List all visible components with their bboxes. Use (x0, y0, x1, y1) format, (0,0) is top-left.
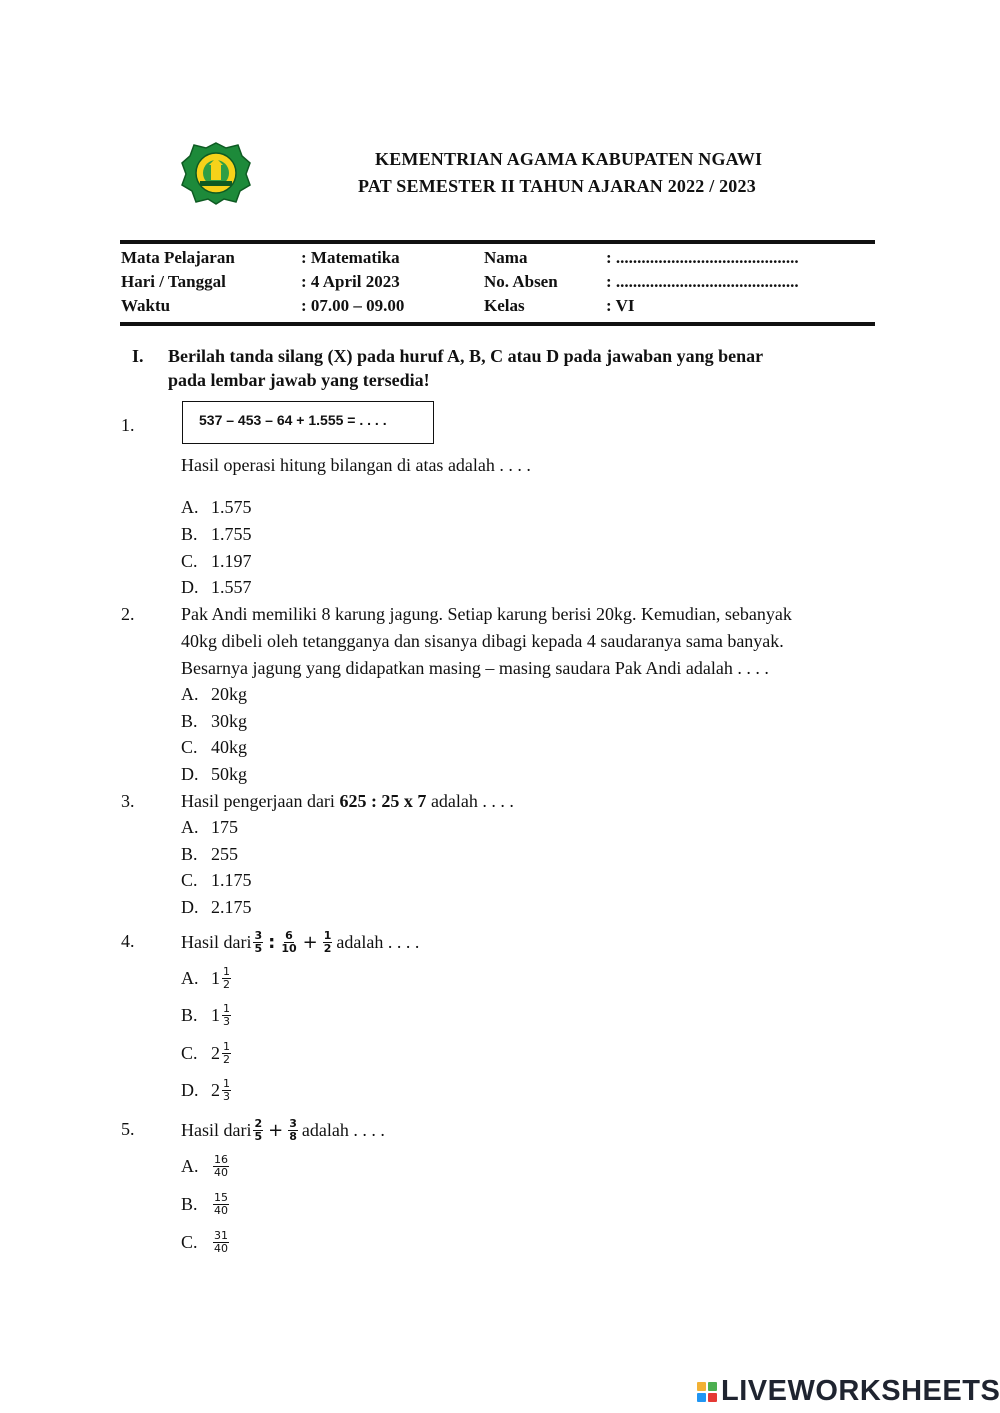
q4-number: 4. (121, 931, 135, 951)
liveworksheets-brand[interactable] (697, 1375, 1000, 1408)
q3-option-c[interactable]: C. 1.175 (181, 870, 252, 890)
name-label: Nama (484, 248, 528, 267)
q5-fraction-2: $\frac{3}{8}$ (289, 1116, 297, 1143)
q4-fraction-3: $\frac{1}{2}$ (323, 928, 332, 955)
date-label: Hari / Tanggal (121, 272, 226, 291)
q1-option-a[interactable]: A. 1.575 (181, 497, 252, 517)
q3-option-a[interactable]: A. 175 (181, 817, 238, 837)
q3-text: Hasil pengerjaan dari 625 : 25 x 7 adalah . . . . (181, 791, 514, 811)
time-value: : 07.00 – 09.00 (301, 296, 405, 315)
q5-option-c[interactable]: C. $\frac{31}{40}$ (181, 1228, 228, 1255)
q1-option-b[interactable]: B. 1.755 (181, 524, 252, 544)
section-instruction-1: Berilah tanda silang (X) pada huruf A, B, C atau D pada jawaban yang benar (168, 346, 764, 366)
ministry-title: KEMENTRIAN AGAMA KABUPATEN NGAWI (375, 149, 763, 169)
date-value: : 4 April 2023 (301, 272, 400, 291)
brand-name: LIVEWORKSHEETS (721, 1375, 1000, 1407)
q4-option-c[interactable]: C. 2 $\frac{1}{2}$ (181, 1039, 230, 1066)
q2-line-3: Besarnya jagung yang didapatkan masing – masing saudara Pak Andi adalah . . . . (181, 658, 769, 678)
class-value: : VI (606, 296, 635, 315)
q5-option-a[interactable]: A. $\frac{16}{40}$ (181, 1152, 228, 1179)
q1-equation-box: 537 – 453 – 64 + 1.555 = . . . . (182, 401, 434, 444)
subject-label: Mata Pelajaran (121, 248, 235, 267)
class-label: Kelas (484, 296, 525, 315)
absen-field[interactable]: : ........................................... (606, 272, 799, 291)
bottom-rule (120, 322, 875, 326)
q1-number: 1. (121, 415, 135, 435)
madrasah-logo (180, 141, 252, 205)
q1-option-c[interactable]: C. 1.197 (181, 551, 252, 571)
liveworksheets-logo-icon (697, 1382, 717, 1402)
q3-number: 3. (121, 791, 135, 811)
q4-fraction-2: $\frac{6}{10}$ (281, 928, 297, 955)
q3-option-b[interactable]: B. 255 (181, 844, 238, 864)
top-rule (120, 240, 875, 244)
q4-option-b[interactable]: B. 1 $\frac{1}{3}$ (181, 1001, 230, 1028)
q2-option-d[interactable]: D. 50kg (181, 764, 247, 784)
name-field[interactable]: : ........................................... (606, 248, 799, 267)
absen-label: No. Absen (484, 272, 558, 291)
q5-option-b[interactable]: B. $\frac{15}{40}$ (181, 1190, 228, 1217)
q4-option-a[interactable]: A. 1 $\frac{1}{2}$ (181, 964, 230, 991)
exam-title: PAT SEMESTER II TAHUN AJARAN 2022 / 2023 (358, 176, 756, 196)
subject-value: : Matematika (301, 248, 400, 267)
q3-option-d[interactable]: D. 2.175 (181, 897, 252, 917)
q3-expression: 625 : 25 x 7 (339, 791, 427, 811)
q1-option-d[interactable]: D. 1.557 (181, 577, 252, 597)
q4-text: Hasil dari $\frac{3}{5}$ : $\frac{6}{10}$ + $\frac{1}{2}$ adalah . . . . (181, 928, 420, 955)
q2-line-2: 40kg dibeli oleh tetangganya dan sisanya dibagi kepada 4 saudaranya sama banyak. (181, 631, 784, 651)
section-instruction-2: pada lembar jawab yang tersedia! (168, 370, 430, 390)
q2-line-1: Pak Andi memiliki 8 karung jagung. Setiap karung berisi 20kg. Kemudian, sebanyak (181, 604, 792, 624)
q2-option-c[interactable]: C. 40kg (181, 737, 247, 757)
q5-text: Hasil dari $\frac{2}{5}$ + $\frac{3}{8}$ adalah . . . . (181, 1116, 385, 1143)
q4-option-d[interactable]: D. 2 $\frac{1}{3}$ (181, 1076, 230, 1103)
time-label: Waktu (121, 296, 171, 315)
q1-text: Hasil operasi hitung bilangan di atas adalah . . . . (181, 455, 531, 475)
section-number: I. (132, 346, 144, 366)
q5-number: 5. (121, 1119, 135, 1139)
q2-option-b[interactable]: B. 30kg (181, 711, 247, 731)
q4-fraction-1: $\frac{3}{5}$ (254, 928, 263, 955)
q5-fraction-1: $\frac{2}{5}$ (254, 1116, 263, 1143)
q2-number: 2. (121, 604, 135, 624)
q2-option-a[interactable]: A. 20kg (181, 684, 247, 704)
